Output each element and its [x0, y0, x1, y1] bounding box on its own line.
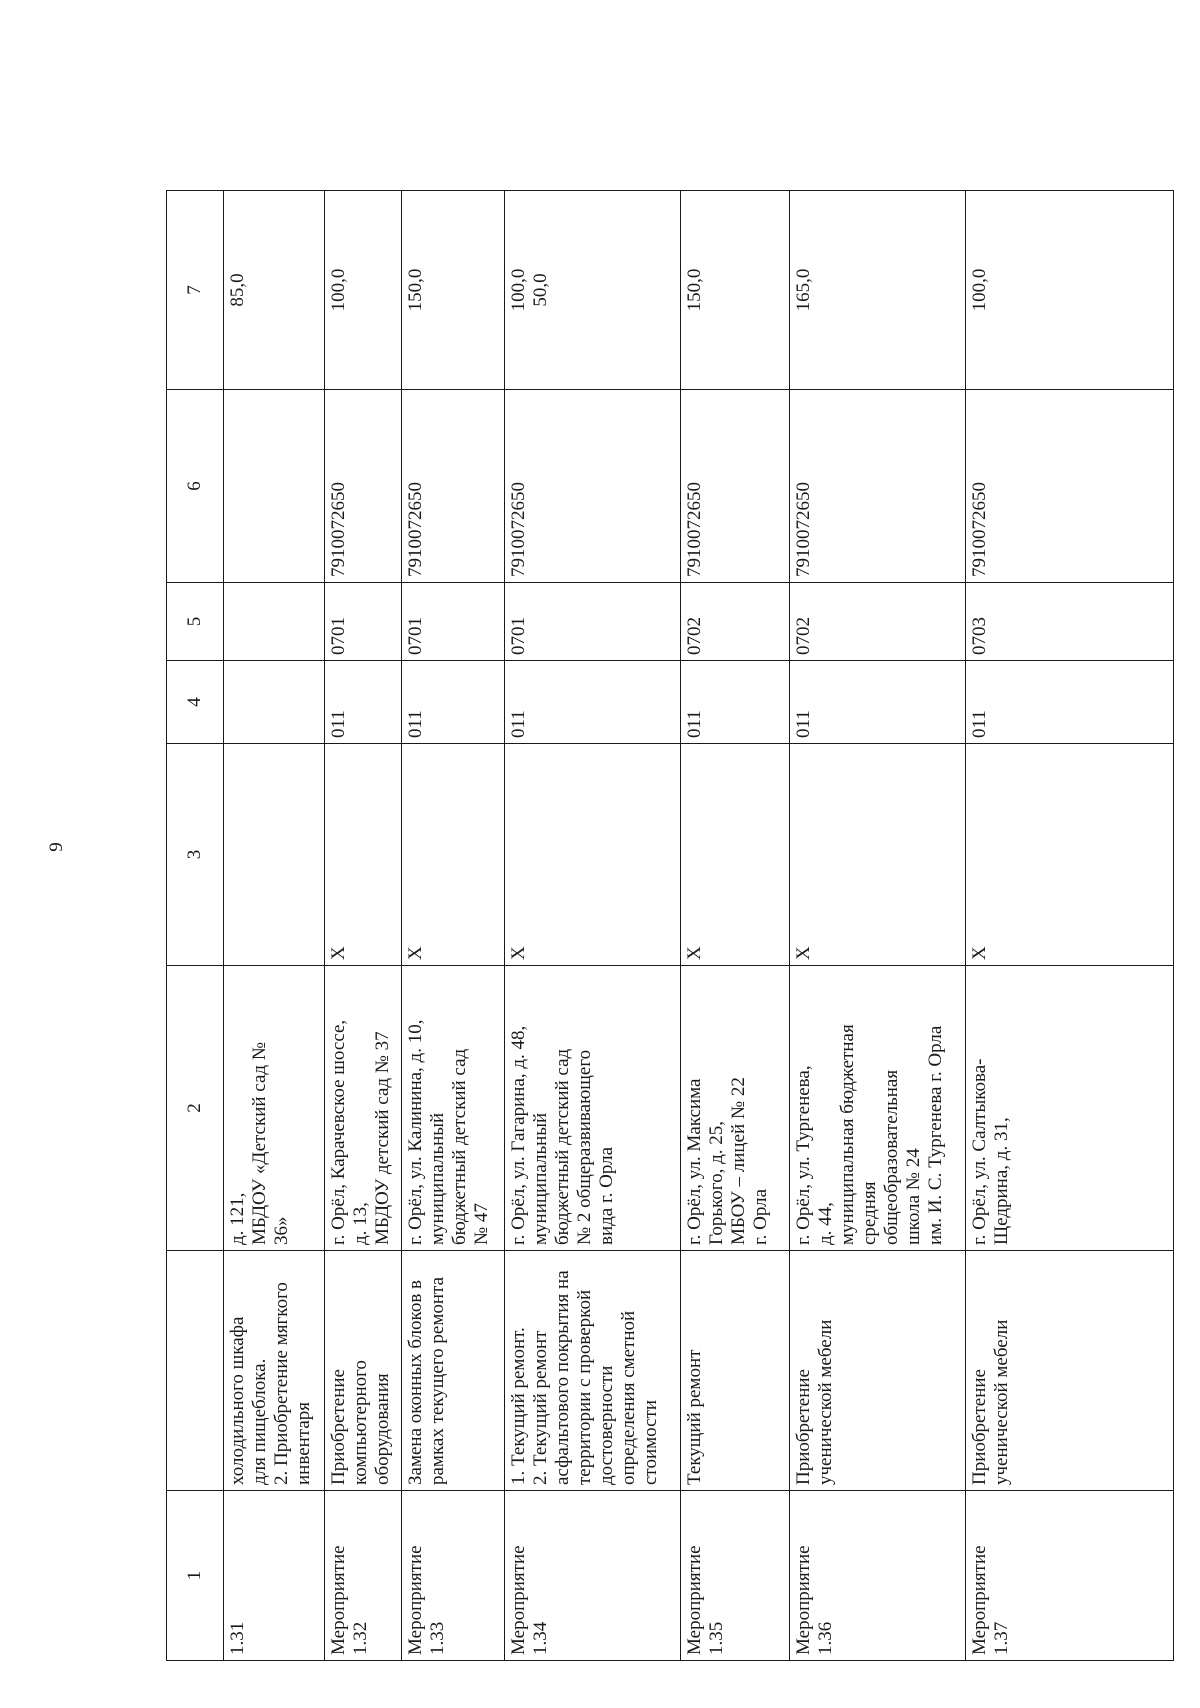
table-row	[966, 191, 1174, 1661]
row-col4-cell: 011	[325, 661, 402, 744]
row-col6-cell: 7910072650	[790, 390, 966, 583]
row-col5-cell: 0703	[966, 583, 1174, 661]
row-col6-cell: 7910072650	[681, 390, 790, 583]
table-row	[681, 191, 790, 1661]
row-address-cell: г. Орёл, ул. Салтыкова- Щедрина, д. 31,	[966, 966, 1174, 1251]
row-col4-cell: 011	[402, 661, 505, 744]
row-col3-cell: Х	[790, 744, 966, 966]
table-row	[790, 191, 966, 1661]
row-col6-cell: 7910072650	[966, 390, 1174, 583]
row-col3-cell: Х	[402, 744, 505, 966]
row-activity-cell: 1. Текущий ремонт. 2. Текущий ремонт асфальтового покрытия на территории с проверкой достоверности определения сметной стоимости	[505, 1251, 681, 1491]
row-col6-cell	[224, 390, 325, 583]
row-col3-cell: Х	[505, 744, 681, 966]
header-col-name	[167, 1251, 224, 1491]
row-id-cell: Мероприятие 1.35	[681, 1491, 790, 1661]
row-col5-cell: 0702	[790, 583, 966, 661]
row-col3-cell: Х	[681, 744, 790, 966]
table-row	[224, 191, 325, 1661]
row-id-cell: Мероприятие 1.32	[325, 1491, 402, 1661]
row-id-cell: Мероприятие 1.37	[966, 1491, 1174, 1661]
row-activity-cell: Замена оконных блоков в рамках текущего ремонта	[402, 1251, 505, 1491]
row-col4-cell: 011	[790, 661, 966, 744]
header-col-4: 4	[167, 661, 224, 744]
row-col4-cell	[224, 661, 325, 744]
row-amount-cell: 100,0	[325, 191, 402, 390]
row-col6-cell: 7910072650	[505, 390, 681, 583]
row-activity-cell: холодильного шкафа для пищеблока. 2. Приобретение мягкого инвентаря	[224, 1251, 325, 1491]
row-activity-cell: Приобретение ученической мебели	[790, 1251, 966, 1491]
row-col4-cell: 011	[505, 661, 681, 744]
row-col5-cell: 0701	[325, 583, 402, 661]
row-col3-cell	[224, 744, 325, 966]
row-col3-cell: Х	[325, 744, 402, 966]
row-amount-cell: 100,0	[966, 191, 1174, 390]
row-col3-cell: Х	[966, 744, 1174, 966]
header-col-5: 5	[167, 583, 224, 661]
row-col5-cell	[224, 583, 325, 661]
row-address-cell: г. Орёл, Карачевское шоссе, д. 13, МБДОУ детский сад № 37	[325, 966, 402, 1251]
header-col-1: 1	[167, 1491, 224, 1661]
header-col-6: 6	[167, 390, 224, 583]
row-address-cell: г. Орёл, ул. Максима Горького, д. 25, МБОУ – лицей № 22 г. Орла	[681, 966, 790, 1251]
row-id-cell: Мероприятие 1.33	[402, 1491, 505, 1661]
row-col6-cell: 7910072650	[402, 390, 505, 583]
row-amount-cell: 150,0	[681, 191, 790, 390]
row-address-cell: г. Орёл, ул. Гагарина, д. 48, муниципальный бюджетный детский сад № 2 общеразвивающего вида г. Орла	[505, 966, 681, 1251]
row-id-cell: 1.31	[224, 1491, 325, 1661]
row-col5-cell: 0701	[402, 583, 505, 661]
row-address-cell: г. Орёл, ул. Калинина, д. 10, муниципальный бюджетный детский сад № 47	[402, 966, 505, 1251]
table-row	[325, 191, 402, 1661]
row-id-cell: Мероприятие 1.34	[505, 1491, 681, 1661]
table-row	[505, 191, 681, 1661]
header-col-2: 2	[167, 966, 224, 1251]
row-amount-cell: 85,0	[224, 191, 325, 390]
row-amount-cell: 100,0 50,0	[505, 191, 681, 390]
row-amount-cell: 165,0	[790, 191, 966, 390]
row-activity-cell: Приобретение ученической мебели	[966, 1251, 1174, 1491]
row-col5-cell: 0702	[681, 583, 790, 661]
header-col-3: 3	[167, 744, 224, 966]
table-row	[402, 191, 505, 1661]
row-activity-cell: Приобретение компьютерного оборудования	[325, 1251, 402, 1491]
row-col4-cell: 011	[681, 661, 790, 744]
rotated-table-wrapper	[166, 191, 1173, 1661]
row-address-cell: г. Орёл, ул. Тургенева, д. 44, муниципальная бюджетная средняя общеобразовательная школа № 24 им. И. С. Тургенева г. Орла	[790, 966, 966, 1251]
header-row	[167, 191, 224, 1661]
row-col4-cell: 011	[966, 661, 1174, 744]
row-col5-cell: 0701	[505, 583, 681, 661]
budget-table	[166, 190, 1174, 1661]
row-address-cell: д. 121, МБДОУ «Детский сад № 36»	[224, 966, 325, 1251]
row-activity-cell: Текущий ремонт	[681, 1251, 790, 1491]
row-id-cell: Мероприятие 1.36	[790, 1491, 966, 1661]
page-number: 9	[45, 842, 67, 852]
row-col6-cell: 7910072650	[325, 390, 402, 583]
header-col-7: 7	[167, 191, 224, 390]
row-amount-cell: 150,0	[402, 191, 505, 390]
